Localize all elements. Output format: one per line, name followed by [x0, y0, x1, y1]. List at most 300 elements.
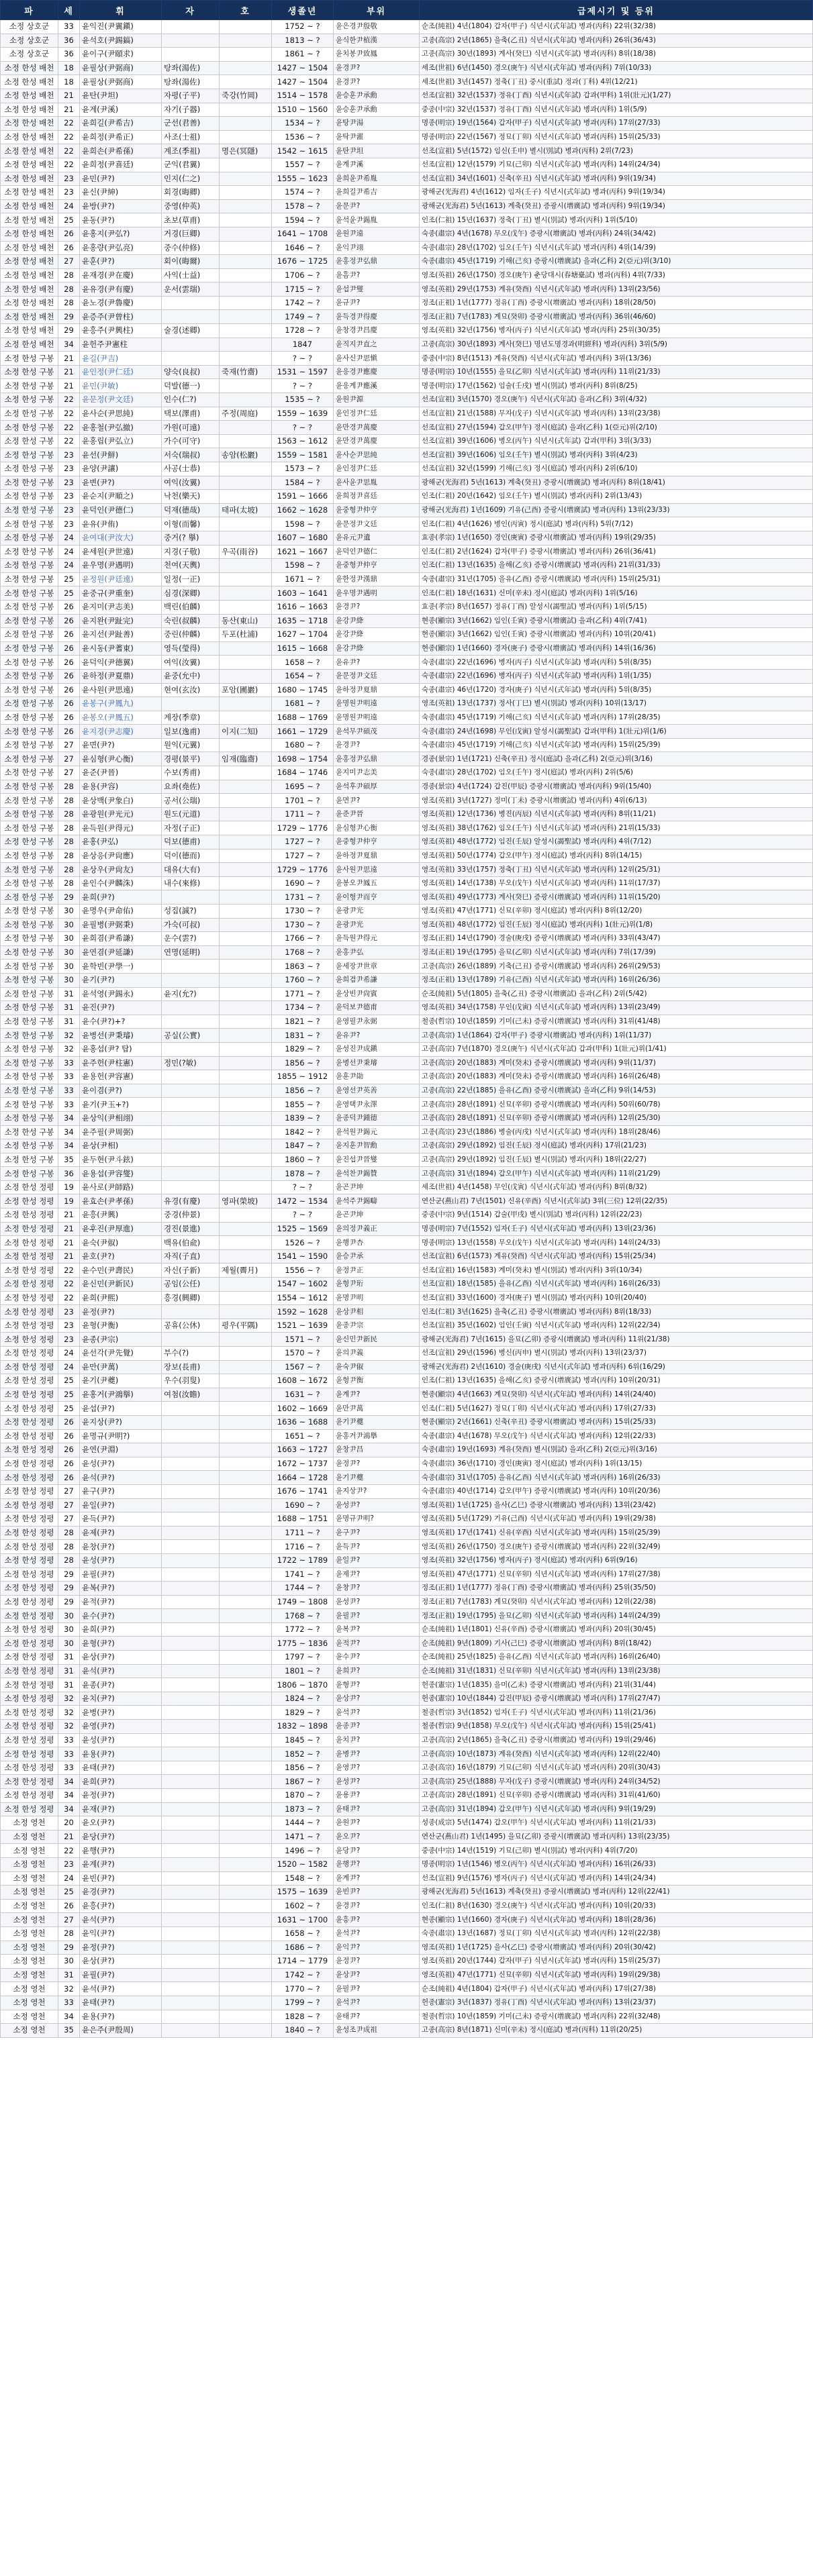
cell-sect: 소정 한성 정평 — [1, 1180, 58, 1194]
cell-name: 윤광원(尹光元) — [80, 807, 162, 821]
cell-name: 윤봉구(尹鳳九) — [80, 697, 162, 711]
cell-lifespan: 1591 ~ 1666 — [272, 490, 334, 504]
table-row — [1, 586, 813, 601]
cell-sect: 소정 한성 정평 — [1, 1291, 58, 1305]
table-row — [1, 1125, 813, 1139]
cell-pen-name — [220, 932, 272, 946]
cell-sect: 소정 한성 배천 — [1, 241, 58, 255]
cell-courtesy-name: 공임(公任) — [162, 1278, 220, 1292]
cell-father: 윤은경尹殷敬 — [334, 20, 420, 34]
cell-pen-name — [220, 1471, 272, 1485]
cell-sect: 소정 한성 정평 — [1, 1692, 58, 1706]
cell-courtesy-name: 원도(元道) — [162, 807, 220, 821]
cell-exam-result: 영조(英祖) 1년(1725) 을사(乙巳) 증광시(增廣試) 병과(丙科) 13위(23/42) — [420, 1498, 813, 1512]
cell-generation: 31 — [58, 1651, 80, 1665]
cell-sect: 소정 한성 정평 — [1, 1747, 58, 1761]
cell-exam-result: 숙종(肅宗) 46년(1720) 경자(庚子) 식년시(式年試) 병과(丙科) 5위(8/35) — [420, 683, 813, 697]
cell-generation: 33 — [58, 1747, 80, 1761]
cell-generation: 23 — [58, 517, 80, 531]
cell-courtesy-name: 택보(澤甫) — [162, 407, 220, 421]
cell-exam-result: 고종(高宗) 30년(1893) 계사(癸巳) 명년도명경과(明經科) 병과(丙科) 3위(5/9) — [420, 338, 813, 352]
cell-father: 윤흥尹? — [334, 1913, 420, 1927]
cell-sect: 소정 영천 — [1, 2024, 58, 2038]
cell-pen-name — [220, 296, 272, 310]
cell-father: 윤사신尹思愼 — [334, 352, 420, 366]
cell-pen-name — [220, 1844, 272, 1858]
cell-exam-result: 고종(高宗) 20년(1883) 계미(癸未) 증광시(增廣試) 병과(丙科) 9위(11/37) — [420, 1056, 813, 1070]
cell-sect: 소정 한성 배천 — [1, 61, 58, 75]
cell-exam-result: 선조(宣祖) 18년(1585) 을유(乙酉) 식년시(式年試) 병과(丙科) 16위(26/33) — [420, 1278, 813, 1292]
table-row — [1, 1056, 813, 1070]
cell-exam-result: 선조(宣祖) 34년(1601) 신축(辛丑) 식년시(式年試) 병과(丙科) 9위(19/34) — [420, 172, 813, 186]
cell-pen-name — [220, 1692, 272, 1706]
cell-name: 윤홍지(尹弘?) — [80, 227, 162, 241]
cell-sect: 소정 한성 정평 — [1, 1802, 58, 1816]
cell-generation: 26 — [58, 628, 80, 642]
cell-father: 윤의尹義 — [334, 1347, 420, 1361]
cell-name: 윤석(尹?) — [80, 1664, 162, 1678]
cell-sect: 소정 한성 구봉 — [1, 752, 58, 766]
cell-lifespan: 1799 ~ ? — [272, 1996, 334, 2010]
cell-generation: 21 — [58, 1830, 80, 1844]
cell-generation: 28 — [58, 1540, 80, 1554]
cell-generation: 30 — [58, 960, 80, 974]
cell-lifespan: 1559 ~ 1581 — [272, 448, 334, 462]
cell-generation: 19 — [58, 1180, 80, 1194]
cell-exam-result: 선조(宣祖) 39년(1606) 병오(丙午) 식년시(式年試) 갑과(甲科) 3위(3/33) — [420, 434, 813, 448]
cell-lifespan: 1688 ~ 1769 — [272, 711, 334, 725]
cell-name: 윤희정(尹希正) — [80, 130, 162, 144]
cell-lifespan: 1526 ~ ? — [272, 1236, 334, 1250]
table-row — [1, 945, 813, 960]
cell-exam-result: 숙종(肅宗) 36년(1710) 경인(庚寅) 정시(庭試) 병과(丙科) 1위(13/15) — [420, 1457, 813, 1471]
cell-courtesy-name: 낙천(樂天) — [162, 490, 220, 504]
cell-generation: 27 — [58, 1484, 80, 1498]
cell-name: 윤정(尹?) — [80, 1941, 162, 1955]
cell-name: 윤복(尹?) — [80, 1582, 162, 1596]
cell-pen-name — [220, 1775, 272, 1789]
cell-exam-result: 경종(景宗) 4년(1724) 갑진(甲辰) 증광시(增廣試) 병과(丙科) 9위(15/40) — [420, 780, 813, 794]
cell-generation: 24 — [58, 1347, 80, 1361]
cell-courtesy-name: 탕좌(湯佐) — [162, 75, 220, 89]
cell-pen-name — [220, 2010, 272, 2024]
cell-lifespan: 1444 ~ ? — [272, 1816, 334, 1831]
cell-pen-name: 죽강(竹岡) — [220, 89, 272, 103]
cell-courtesy-name — [162, 20, 220, 34]
cell-exam-result: 철종(哲宗) 9년(1858) 무오(戊午) 식년시(式年試) 병과(丙科) 15위(25/41) — [420, 1720, 813, 1734]
cell-exam-result: 정조(正祖) 1년(1777) 정유(丁酉) 증광시(增廣試) 병과(丙科) 25위(35/50) — [420, 1582, 813, 1596]
cell-father: 윤태尹? — [334, 2010, 420, 2024]
cell-lifespan: 1680 ~ 1745 — [272, 683, 334, 697]
cell-courtesy-name: 인지(仁之) — [162, 172, 220, 186]
cell-name: 윤상익(尹相翊) — [80, 1111, 162, 1125]
cell-pen-name — [220, 2024, 272, 2038]
cell-pen-name — [220, 697, 272, 711]
cell-exam-result: 영조(英祖) 47년(1771) 신묘(辛卯) 정시(庭試) 병과(丙科) 8위(12/20) — [420, 905, 813, 919]
cell-name: 윤중규(尹重奎) — [80, 586, 162, 601]
cell-father: 윤준尹晉 — [334, 807, 420, 821]
cell-father: 윤이형尹而亨 — [334, 890, 420, 905]
cell-lifespan: 1676 ~ 1725 — [272, 255, 334, 269]
cell-pen-name — [220, 130, 272, 144]
cell-generation: 26 — [58, 1443, 80, 1457]
cell-lifespan: 1856 ~ ? — [272, 1084, 334, 1098]
cell-name: 윤여대(尹汝大) — [80, 531, 162, 545]
cell-lifespan: 1602 ~ 1669 — [272, 1402, 334, 1416]
table-row — [1, 1789, 813, 1803]
cell-sect: 소정 한성 구봉 — [1, 490, 58, 504]
cell-courtesy-name — [162, 960, 220, 974]
cell-pen-name — [220, 960, 272, 974]
cell-generation: 22 — [58, 434, 80, 448]
cell-father: 윤사원尹思遠 — [334, 863, 420, 877]
cell-name: 윤행(尹?) — [80, 1844, 162, 1858]
cell-generation: 26 — [58, 1457, 80, 1471]
cell-sect: 소정 한성 구봉 — [1, 1167, 58, 1181]
cell-exam-result: 숙종(肅宗) 22년(1696) 병자(丙子) 식년시(式年試) 병과(丙科) 5위(8/35) — [420, 656, 813, 670]
table-row — [1, 1042, 813, 1056]
cell-father: 윤정尹? — [334, 1955, 420, 1969]
cell-exam-result: 고종(高宗) 7년(1870) 경오(庚午) 식년시(式年試) 갑과(甲科) 1(壯元)위(1/41) — [420, 1042, 813, 1056]
cell-generation: 25 — [58, 213, 80, 227]
cell-courtesy-name: 자신(子新) — [162, 1264, 220, 1278]
table-row — [1, 1415, 813, 1429]
cell-pen-name — [220, 379, 272, 393]
cell-lifespan: 1607 ~ 1680 — [272, 531, 334, 545]
cell-lifespan: 1878 ~ ? — [272, 1167, 334, 1181]
cell-lifespan: 1760 ~ ? — [272, 973, 334, 987]
table-row — [1, 1457, 813, 1471]
cell-generation: 27 — [58, 255, 80, 269]
cell-courtesy-name — [162, 1540, 220, 1554]
table-row — [1, 1540, 813, 1554]
cell-exam-result: 영조(英祖) 26년(1750) 경오(庚午) 증광시(增廣試) 병과(丙科) 22위(32/49) — [420, 1540, 813, 1554]
cell-lifespan: 1573 ~ ? — [272, 462, 334, 476]
cell-generation: 26 — [58, 725, 80, 739]
cell-pen-name — [220, 1457, 272, 1471]
cell-father: 윤성尹? — [334, 1595, 420, 1609]
cell-father: 윤원尹? — [334, 1816, 420, 1831]
cell-courtesy-name — [162, 1305, 220, 1319]
cell-father: 윤용尹? — [334, 1789, 420, 1803]
cell-lifespan: 1584 ~ ? — [272, 476, 334, 490]
cell-name: 윤연(尹淵) — [80, 1443, 162, 1457]
cell-generation: 36 — [58, 34, 80, 48]
cell-sect: 소정 한성 구봉 — [1, 628, 58, 642]
cell-pen-name — [220, 338, 272, 352]
cell-courtesy-name: 심경(深卿) — [162, 586, 220, 601]
table-row — [1, 766, 813, 780]
cell-name: 윤필(尹?) — [80, 1567, 162, 1582]
cell-courtesy-name: 덕발(德一) — [162, 379, 220, 393]
cell-pen-name: 주정(周庭) — [220, 407, 272, 421]
cell-sect: 소정 상호군 — [1, 48, 58, 62]
cell-father: 윤석찬尹錫贊 — [334, 1167, 420, 1181]
cell-name: 윤사원(尹思遠) — [80, 683, 162, 697]
cell-father: 윤희尹? — [334, 1664, 420, 1678]
cell-sect: 소정 한성 구봉 — [1, 1111, 58, 1125]
cell-courtesy-name — [162, 1415, 220, 1429]
cell-lifespan: 1766 ~ ? — [272, 932, 334, 946]
cell-courtesy-name — [162, 1886, 220, 1900]
cell-pen-name — [220, 61, 272, 75]
cell-name: 윤효손(尹孝孫) — [80, 1194, 162, 1208]
cell-father: 윤명원尹明遠 — [334, 697, 420, 711]
table-row — [1, 1443, 813, 1457]
table-row — [1, 48, 813, 62]
table-row — [1, 1291, 813, 1305]
cell-generation: 34 — [58, 1802, 80, 1816]
cell-generation: 23 — [58, 172, 80, 186]
cell-sect: 소정 한성 정평 — [1, 1651, 58, 1665]
cell-name: 윤득(尹?) — [80, 1512, 162, 1527]
cell-pen-name — [220, 1886, 272, 1900]
cell-courtesy-name — [162, 1526, 220, 1540]
cell-father: 윤익尹? — [334, 1941, 420, 1955]
cell-courtesy-name: 중거(? 擧) — [162, 531, 220, 545]
cell-lifespan: 1557 ~ ? — [272, 158, 334, 172]
cell-exam-result: 숙종(肅宗) 4년(1678) 무오(戊午) 증광시(增廣試) 병과(丙科) 24위(34/42) — [420, 227, 813, 241]
table-row — [1, 1319, 813, 1333]
cell-exam-result: 고종(高宗) 31년(1894) 갑오(甲午) 식년시(式年試) 병과(丙科) 11위(21/29) — [420, 1167, 813, 1181]
cell-father: 윤희정尹喜廷 — [334, 490, 420, 504]
cell-generation: 28 — [58, 1526, 80, 1540]
cell-courtesy-name — [162, 1747, 220, 1761]
cell-father: 윤희윤尹希胤 — [334, 172, 420, 186]
cell-courtesy-name — [162, 1015, 220, 1029]
cell-lifespan: 1775 ~ 1836 — [272, 1637, 334, 1651]
cell-exam-result: 고종(高宗) 30년(1893) 계사(癸巳) 식년시(式年試) 병과(丙科) 8위(18/38) — [420, 48, 813, 62]
cell-pen-name — [220, 1609, 272, 1623]
cell-sect: 소정 영천 — [1, 1816, 58, 1831]
table-row — [1, 1982, 813, 1996]
cell-exam-result: 연산군(燕山君) 1년(1495) 을묘(乙卯) 증광시(增廣試) 병과(丙科) 13위(23/35) — [420, 1830, 813, 1844]
cell-generation: 28 — [58, 835, 80, 849]
cell-lifespan: 1831 ~ ? — [272, 1029, 334, 1043]
cell-name: 윤재경(尹在慶) — [80, 268, 162, 282]
cell-generation: 36 — [58, 1167, 80, 1181]
cell-sect: 소정 한성 배천 — [1, 227, 58, 241]
cell-generation: 26 — [58, 1429, 80, 1443]
table-row — [1, 89, 813, 103]
cell-generation: 23 — [58, 462, 80, 476]
table-row — [1, 324, 813, 338]
cell-exam-result: 숙종(肅宗) 19년(1693) 계유(癸酉) 별시(別試) 을과(乙科) 2(亞元)위(3/16) — [420, 1443, 813, 1457]
table-row — [1, 296, 813, 310]
cell-sect: 소정 한성 구봉 — [1, 559, 58, 573]
cell-pen-name — [220, 1429, 272, 1443]
cell-pen-name — [220, 1498, 272, 1512]
cell-lifespan: 1727 ~ ? — [272, 849, 334, 863]
cell-lifespan: 1496 ~ ? — [272, 1844, 334, 1858]
table-row — [1, 1360, 813, 1374]
cell-courtesy-name: 자직(子直) — [162, 1249, 220, 1264]
cell-sect: 소정 한성 구봉 — [1, 835, 58, 849]
cell-exam-result: 인조(仁祖) 5년(1627) 정묘(丁卯) 식년시(式年試) 병과(丙科) 17위(27/33) — [420, 1402, 813, 1416]
cell-sect: 소정 한성 정평 — [1, 1609, 58, 1623]
cell-courtesy-name — [162, 890, 220, 905]
table-row — [1, 1070, 813, 1084]
cell-courtesy-name: 군익(君翼) — [162, 158, 220, 172]
cell-generation: 21 — [58, 1249, 80, 1264]
cell-pen-name — [220, 421, 272, 435]
cell-name: 윤진(尹?) — [80, 1001, 162, 1015]
cell-sect: 소정 한성 배천 — [1, 89, 58, 103]
cell-sect: 소정 한성 구봉 — [1, 794, 58, 808]
cell-generation: 23 — [58, 476, 80, 490]
cell-generation: 21 — [58, 352, 80, 366]
cell-father: 윤홍거尹鴻擧 — [334, 1429, 420, 1443]
cell-generation: 30 — [58, 932, 80, 946]
cell-exam-result: 숙종(肅宗) 28년(1702) 임오(壬午) 식년시(式年試) 병과(丙科) 4위(14/39) — [420, 241, 813, 255]
cell-father: 윤상尹相 — [334, 1305, 420, 1319]
cell-name: 윤수민(尹壽民) — [80, 1264, 162, 1278]
cell-exam-result: 현종(顯宗) 4년(1663) 계묘(癸卯) 식년시(式年試) 병과(丙科) 14위(24/40) — [420, 1388, 813, 1402]
table-row — [1, 1913, 813, 1927]
cell-courtesy-name: 수보(秀甫) — [162, 766, 220, 780]
cell-generation: 20 — [58, 1816, 80, 1831]
cell-father: 윤원尹遠 — [334, 227, 420, 241]
cell-lifespan: 1870 ~ ? — [272, 1789, 334, 1803]
cell-pen-name — [220, 158, 272, 172]
cell-name: 윤용(尹?) — [80, 2010, 162, 2024]
cell-pen-name — [220, 462, 272, 476]
cell-exam-result: 영조(英祖) 29년(1753) 계유(癸酉) 식년시(式年試) 병과(丙科) 13위(23/56) — [420, 282, 813, 297]
cell-courtesy-name: 연명(延明) — [162, 945, 220, 960]
cell-courtesy-name: 여익(汝翼) — [162, 656, 220, 670]
cell-father: 윤계尹溪 — [334, 158, 420, 172]
cell-name: 윤시동(尹蓍東) — [80, 641, 162, 656]
cell-pen-name — [220, 517, 272, 531]
table-row — [1, 1692, 813, 1706]
cell-courtesy-name — [162, 1001, 220, 1015]
cell-courtesy-name: 공실(公實) — [162, 1029, 220, 1043]
cell-exam-result: 영조(英祖) 47년(1771) 신묘(辛卯) 식년시(式年試) 병과(丙科) 19위(29/38) — [420, 1968, 813, 1982]
cell-lifespan: 1658 ~ ? — [272, 1926, 334, 1941]
cell-father: 윤석무尹碩茂 — [334, 725, 420, 739]
cell-name: 윤호(尹?) — [80, 1249, 162, 1264]
cell-sect: 소정 한성 구봉 — [1, 1125, 58, 1139]
cell-sect: 소정 한성 정평 — [1, 1360, 58, 1374]
cell-exam-result: 경종(景宗) 1년(1721) 신축(辛丑) 정시(庭試) 을과(乙科) 2(亞元)위(3/16) — [420, 752, 813, 766]
cell-pen-name: 태파(太坡) — [220, 503, 272, 517]
cell-father: 윤일尹? — [334, 1553, 420, 1567]
cell-courtesy-name — [162, 1637, 220, 1651]
cell-generation: 26 — [58, 1899, 80, 1913]
cell-exam-result: 인조(仁祖) 2년(1624) 갑자(甲子) 증광시(增廣試) 병과(丙科) 26위(36/41) — [420, 545, 813, 559]
cell-courtesy-name — [162, 1139, 220, 1153]
cell-father: 윤곤尹坤 — [334, 1208, 420, 1223]
cell-father: 윤석주尹錫疇 — [334, 1194, 420, 1208]
cell-exam-result: 세조(世祖) 6년(1450) 경오(庚午) 식년시(式年試) 병과(丙科) 7위(10/33) — [420, 61, 813, 75]
cell-sect: 소정 한성 구봉 — [1, 711, 58, 725]
cell-exam-result: 고종(高宗) 8년(1871) 신미(辛未) 정시(庭試) 병과(丙科) 11위(20/25) — [420, 2024, 813, 2038]
cell-generation: 25 — [58, 586, 80, 601]
cell-courtesy-name: 현여(玄汝) — [162, 683, 220, 697]
cell-exam-result: 현종(顯宗) 1년(1660) 경자(庚子) 식년시(式年試) 병과(丙科) 18위(28/36) — [420, 1913, 813, 1927]
cell-name: 윤희손(尹希孫) — [80, 144, 162, 158]
cell-pen-name — [220, 434, 272, 448]
cell-courtesy-name: 가원(可遠) — [162, 421, 220, 435]
table-row — [1, 1526, 813, 1540]
cell-pen-name — [220, 1070, 272, 1084]
cell-name: 윤문정(尹文廷) — [80, 393, 162, 407]
cell-sect: 소정 한성 정평 — [1, 1498, 58, 1512]
cell-father: 윤창尹昌 — [334, 1443, 420, 1457]
cell-generation: 34 — [58, 1789, 80, 1803]
table-row — [1, 849, 813, 863]
cell-sect: 소정 한성 정평 — [1, 1471, 58, 1485]
cell-father: 윤상尹? — [334, 1968, 420, 1982]
table-row — [1, 338, 813, 352]
cell-father: 윤정尹? — [334, 1457, 420, 1471]
cell-pen-name — [220, 1111, 272, 1125]
cell-name: 윤명규(尹明?) — [80, 1429, 162, 1443]
cell-exam-result: 영조(英祖) 38년(1762) 임오(壬午) 식년시(式年試) 병과(丙科) 21위(15/33) — [420, 821, 813, 835]
table-row — [1, 1222, 813, 1236]
cell-father: 윤석尹? — [334, 1996, 420, 2010]
cell-pen-name — [220, 1402, 272, 1416]
cell-exam-result: 선조(宣祖) 27년(1594) 갑오(甲午) 정시(庭試) 을과(乙科) 1(亞元)위(2/10) — [420, 421, 813, 435]
cell-exam-result: 고종(高宗) 29년(1892) 임진(壬辰) 별시(別試) 병과(丙科) 18위(22/27) — [420, 1153, 813, 1167]
cell-father: 윤하정尹夏鼎 — [334, 683, 420, 697]
cell-name: 윤적(尹?) — [80, 1595, 162, 1609]
cell-father: 윤봉오尹鳳五 — [334, 876, 420, 890]
cell-pen-name — [220, 172, 272, 186]
table-row — [1, 448, 813, 462]
cell-generation: 31 — [58, 1968, 80, 1982]
table-row — [1, 476, 813, 490]
cell-generation: 27 — [58, 1498, 80, 1512]
table-row — [1, 1857, 813, 1871]
cell-pen-name — [220, 1567, 272, 1582]
cell-generation: 31 — [58, 1015, 80, 1029]
cell-generation: 22 — [58, 1264, 80, 1278]
cell-lifespan: 1855 ~ ? — [272, 1098, 334, 1112]
cell-courtesy-name — [162, 1402, 220, 1416]
cell-pen-name — [220, 1236, 272, 1250]
cell-pen-name — [220, 559, 272, 573]
cell-father: 윤석윤尹錫胤 — [334, 213, 420, 227]
cell-generation: 30 — [58, 918, 80, 932]
cell-father: 윤행尹? — [334, 1857, 420, 1871]
cell-name: 윤증주(尹曾柱) — [80, 310, 162, 324]
cell-lifespan: 1672 ~ 1737 — [272, 1457, 334, 1471]
table-row — [1, 1941, 813, 1955]
cell-generation: 24 — [58, 1871, 80, 1886]
cell-name: 윤은주(尹殷周) — [80, 2024, 162, 2038]
cell-pen-name — [220, 641, 272, 656]
cell-lifespan: 1832 ~ 1898 — [272, 1720, 334, 1734]
cell-father: 윤광尹光 — [334, 918, 420, 932]
cell-name: 윤치(尹?) — [80, 1692, 162, 1706]
cell-exam-result: 고종(高宗) 28년(1891) 신묘(辛卯) 증광시(增廣試) 병과(丙科) 50위(60/78) — [420, 1098, 813, 1112]
cell-exam-result: 선조(宣祖) 16년(1583) 계미(癸未) 별시(別試) 병과(丙科) 3위(10/34) — [420, 1264, 813, 1278]
cell-name: 윤계(尹溪) — [80, 103, 162, 117]
cell-courtesy-name: 술경(述卿) — [162, 324, 220, 338]
cell-name: 윤병선(尹秉璿) — [80, 1029, 162, 1043]
cell-lifespan: 1658 ~ ? — [272, 656, 334, 670]
cell-courtesy-name: 요좌(堯佐) — [162, 780, 220, 794]
cell-courtesy-name: 사공(士恭) — [162, 462, 220, 476]
cell-lifespan: 1813 ~ ? — [272, 34, 334, 48]
cell-exam-result: 숙종(肅宗) 45년(1719) 기해(己亥) 증광시(增廣試) 을과(乙科) 2(亞元)위(3/10) — [420, 255, 813, 269]
cell-lifespan: 1664 ~ 1728 — [272, 1471, 334, 1485]
cell-lifespan: 1742 ~ ? — [272, 1968, 334, 1982]
cell-courtesy-name: 영득(瑩得) — [162, 641, 220, 656]
cell-courtesy-name — [162, 1098, 220, 1112]
table-row — [1, 34, 813, 48]
